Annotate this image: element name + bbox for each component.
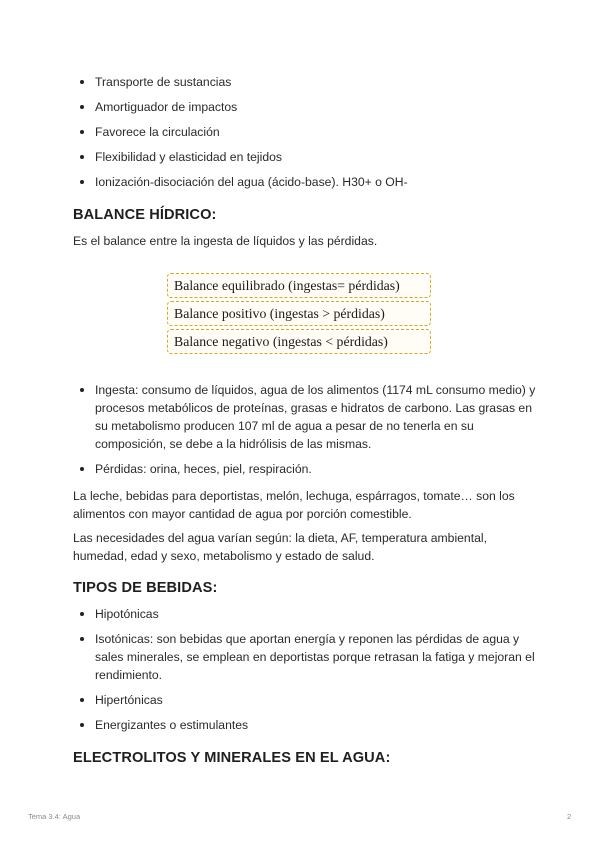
list-item: Amortiguador de impactos	[80, 98, 540, 116]
water-functions-list	[80, 73, 540, 198]
balance-intro: Es el balance entre la ingesta de líquidos y las pérdidas.	[73, 234, 378, 248]
section-heading-tipos: TIPOS DE BEBIDAS:	[73, 580, 218, 596]
drink-types-list	[80, 605, 540, 741]
section-heading-electrolitos: ELECTROLITOS Y MINERALES EN EL AGUA:	[73, 750, 391, 766]
list-item: Isotónicas: son bebidas que aportan energía y reponen las pérdidas de agua y sales minerales, se emplean en deportistas porque retrasan la fatiga y mejoran el rendimiento.	[80, 630, 540, 684]
list-item: Hipotónicas	[80, 605, 540, 623]
list-item: Energizantes o estimulantes	[80, 716, 540, 734]
balance-negativo-box: Balance negativo (ingestas < pérdidas)	[167, 329, 431, 354]
list-item: Ionización-disociación del agua (ácido-base). H30+ o OH-	[80, 173, 540, 191]
list-item: Hipertónicas	[80, 691, 540, 709]
needs-paragraph: Las necesidades del agua varían según: la dieta, AF, temperatura ambiental, humedad, edad y sexo, metabolismo y estado de salud.	[73, 531, 487, 563]
page-number: 2	[567, 812, 572, 821]
list-item: Transporte de sustancias	[80, 73, 540, 91]
section-heading-balance: BALANCE HÍDRICO:	[73, 207, 217, 223]
balance-equilibrado-box: Balance equilibrado (ingestas= pérdidas)	[167, 273, 431, 298]
list-item: Favorece la circulación	[80, 123, 540, 141]
list-item: Ingesta: consumo de líquidos, agua de los alimentos (1174 mL consumo medio) y procesos metabólicos de proteínas, grasas e hidratos de carbono. Las grasas en su metabolismo producen 107 ml de agua a pesar de no tenerla en su composición, se debe a la hidrólisis de las mismas.	[80, 381, 540, 453]
foods-paragraph: La leche, bebidas para deportistas, melón, lechuga, espárragos, tomate… son los alimentos con mayor cantidad de agua por porción comestible.	[73, 489, 515, 521]
footer-title: Tema 3.4: Agua	[28, 812, 81, 821]
list-item: Pérdidas: orina, heces, piel, respiración.	[80, 460, 540, 478]
balance-list	[80, 381, 540, 485]
list-item: Flexibilidad y elasticidad en tejidos	[80, 148, 540, 166]
balance-positivo-box: Balance positivo (ingestas > pérdidas)	[167, 301, 431, 326]
